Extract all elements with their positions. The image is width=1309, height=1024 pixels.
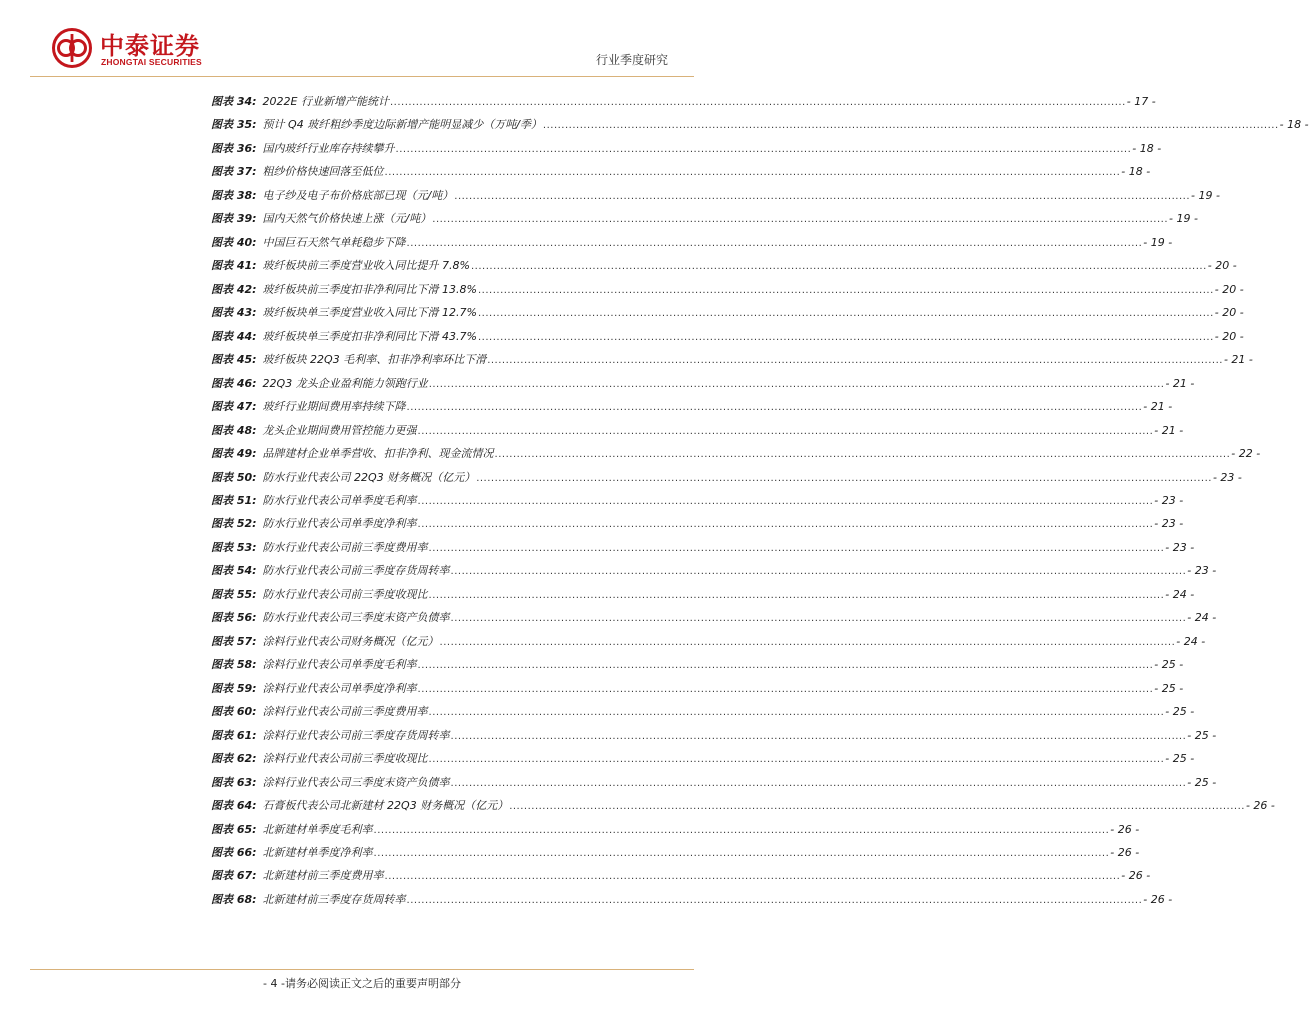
toc-entry[interactable] bbox=[211, 515, 1184, 538]
toc-figure-label: 图表 67: bbox=[211, 869, 257, 883]
toc-entry[interactable] bbox=[211, 445, 1261, 468]
toc-entry[interactable] bbox=[211, 257, 1237, 280]
toc-dot-leader: ........................................................................................................................................................................................................ bbox=[450, 777, 1187, 789]
toc-dot-leader: ........................................................................................................................................................................................................ bbox=[450, 613, 1187, 625]
toc-figure-title: 北新建材单季度毛利率 bbox=[262, 822, 373, 836]
toc-figure-title: 涂料行业代表公司财务概况（亿元） bbox=[262, 634, 439, 648]
toc-entry[interactable] bbox=[211, 281, 1244, 304]
disclaimer-notice: 请务必阅读正文之后的重要声明部分 bbox=[284, 977, 461, 990]
toc-page-number: - 26 - bbox=[1245, 799, 1275, 813]
toc-entry[interactable] bbox=[211, 187, 1220, 210]
toc-page-number: - 18 - bbox=[1279, 118, 1309, 132]
toc-page-number: - 23 - bbox=[1212, 470, 1242, 484]
toc-figure-title: 22Q3 龙头企业盈利能力领跑行业 bbox=[262, 376, 428, 390]
toc-page-number: - 24 - bbox=[1176, 634, 1206, 648]
toc-figure-title: 石膏板代表公司北新建材 22Q3 财务概况（亿元） bbox=[262, 799, 509, 813]
toc-figure-title: 国内玻纤行业库存持续攀升 bbox=[262, 141, 395, 155]
toc-page-number: - 17 - bbox=[1126, 95, 1156, 108]
brand-name-cn: 中泰证券 bbox=[100, 32, 200, 60]
toc-dot-leader: ........................................................................................................................................................................................................ bbox=[390, 97, 1126, 108]
toc-dot-leader: ........................................................................................................................................................................................................ bbox=[417, 660, 1154, 672]
toc-figure-label: 图表 46: bbox=[211, 376, 257, 390]
toc-entry[interactable] bbox=[211, 797, 1275, 820]
toc-figure-label: 图表 41: bbox=[211, 259, 257, 273]
toc-entry[interactable] bbox=[211, 891, 1173, 914]
toc-figure-title: 玻纤板块 22Q3 毛利率、扣非净利率环比下滑 bbox=[262, 353, 487, 367]
toc-figure-label: 图表 52: bbox=[211, 517, 257, 531]
toc-figure-label: 图表 59: bbox=[211, 681, 257, 695]
toc-entry[interactable] bbox=[211, 116, 1309, 139]
toc-dot-leader: ........................................................................................................................................................................................................ bbox=[428, 589, 1165, 601]
toc-page-number: - 20 - bbox=[1214, 306, 1244, 320]
toc-page-number: - 25 - bbox=[1154, 658, 1184, 672]
toc-dot-leader: ........................................................................................................................................................................................................ bbox=[476, 472, 1212, 484]
toc-entry[interactable] bbox=[211, 633, 1206, 656]
toc-dot-leader: ........................................................................................................................................................................................................ bbox=[406, 402, 1143, 414]
toc-figure-title: 涂料行业代表公司前三季度存货周转率 bbox=[262, 728, 450, 742]
toc-entry[interactable] bbox=[211, 727, 1217, 750]
toc-figure-title: 中国巨石天然气单耗稳步下降 bbox=[262, 235, 406, 249]
footer-divider bbox=[30, 969, 694, 970]
page-header bbox=[0, 0, 724, 80]
brand-name-en: ZHONGTAI SECURITIES bbox=[101, 57, 202, 67]
toc-entry[interactable] bbox=[211, 586, 1195, 609]
toc-dot-leader: ........................................................................................................................................................................................................ bbox=[428, 378, 1165, 390]
toc-page-number: - 22 - bbox=[1231, 447, 1261, 461]
toc-dot-leader: ........................................................................................................................................................................................................ bbox=[450, 566, 1187, 578]
toc-page-number: - 20 - bbox=[1214, 329, 1244, 343]
toc-figure-title: 玻纤板块前三季度营业收入同比提升 7.8% bbox=[262, 259, 470, 273]
header-divider bbox=[30, 76, 694, 77]
toc-figure-title: 防水行业代表公司单季度毛利率 bbox=[262, 493, 417, 507]
toc-entry[interactable] bbox=[211, 492, 1184, 515]
toc-figure-title: 玻纤板块单三季度扣非净利同比下滑 43.7% bbox=[262, 329, 477, 343]
toc-entry[interactable] bbox=[211, 422, 1184, 445]
toc-figure-label: 图表 56: bbox=[211, 611, 257, 625]
toc-entry[interactable] bbox=[211, 821, 1140, 844]
toc-dot-leader: ........................................................................................................................................................................................................ bbox=[406, 237, 1143, 249]
zhongtai-logo-icon bbox=[52, 28, 92, 68]
toc-page-number: - 26 - bbox=[1121, 869, 1151, 883]
toc-page-number: - 23 - bbox=[1165, 540, 1195, 554]
toc-entry[interactable] bbox=[211, 93, 1156, 116]
toc-figure-title: 防水行业代表公司前三季度费用率 bbox=[262, 540, 428, 554]
toc-page-number: - 23 - bbox=[1187, 564, 1217, 578]
toc-figure-title: 涂料行业代表公司前三季度收现比 bbox=[262, 752, 428, 766]
toc-page-number: - 21 - bbox=[1165, 376, 1195, 390]
toc-figure-title: 防水行业代表公司前三季度收现比 bbox=[262, 587, 428, 601]
toc-figure-title: 预计 Q4 玻纤粗纱季度边际新增产能明显减少（万吨/季） bbox=[262, 118, 542, 132]
toc-figure-title: 2022E 行业新增产能统计 bbox=[262, 95, 389, 108]
toc-dot-leader: ........................................................................................................................................................................................................ bbox=[428, 542, 1165, 554]
toc-dot-leader: ........................................................................................................................................................................................................ bbox=[428, 754, 1165, 766]
toc-dot-leader: ........................................................................................................................................................................................................ bbox=[417, 519, 1154, 531]
toc-entry[interactable] bbox=[211, 210, 1198, 233]
toc-figure-label: 图表 58: bbox=[211, 658, 257, 672]
toc-entry[interactable] bbox=[211, 680, 1184, 703]
toc-page-number: - 19 - bbox=[1143, 235, 1173, 249]
toc-dot-leader: ........................................................................................................................................................................................................ bbox=[494, 449, 1231, 461]
toc-page-number: - 24 - bbox=[1187, 611, 1217, 625]
toc-dot-leader: ........................................................................................................................................................................................................ bbox=[373, 848, 1110, 859]
toc-dot-leader: ........................................................................................................................................................................................................ bbox=[542, 120, 1279, 132]
toc-page-number: - 20 - bbox=[1207, 259, 1237, 273]
toc-page-number: - 23 - bbox=[1154, 493, 1184, 507]
toc-dot-leader: ........................................................................................................................................................................................................ bbox=[478, 308, 1214, 320]
toc-figure-label: 图表 42: bbox=[211, 282, 257, 296]
toc-entry[interactable] bbox=[211, 750, 1195, 773]
toc-entry[interactable] bbox=[211, 140, 1162, 163]
figure-index-list bbox=[211, 93, 1309, 914]
toc-figure-label: 图表 36: bbox=[211, 141, 257, 155]
toc-entry[interactable] bbox=[211, 469, 1242, 492]
toc-figure-title: 品牌建材企业单季营收、扣非净利、现金流情况 bbox=[262, 447, 494, 461]
toc-figure-label: 图表 62: bbox=[211, 752, 257, 766]
toc-figure-title: 国内天然气价格快速上涨（元/吨） bbox=[262, 212, 432, 226]
toc-entry[interactable] bbox=[211, 703, 1195, 726]
toc-entry[interactable] bbox=[211, 844, 1140, 867]
toc-dot-leader: ........................................................................................................................................................................................................ bbox=[395, 143, 1132, 155]
toc-page-number: - 18 - bbox=[1132, 141, 1162, 155]
toc-dot-leader: ........................................................................................................................................................................................................ bbox=[432, 214, 1169, 226]
toc-page-number: - 20 - bbox=[1214, 282, 1244, 296]
toc-dot-leader: ........................................................................................................................................................................................................ bbox=[454, 190, 1191, 202]
toc-figure-label: 图表 50: bbox=[211, 470, 257, 484]
toc-figure-label: 图表 49: bbox=[211, 447, 257, 461]
toc-figure-label: 图表 47: bbox=[211, 400, 257, 414]
toc-figure-label: 图表 35: bbox=[211, 118, 257, 132]
toc-figure-label: 图表 45: bbox=[211, 353, 257, 367]
toc-page-number: - 25 - bbox=[1187, 775, 1217, 789]
toc-dot-leader: ........................................................................................................................................................................................................ bbox=[428, 707, 1165, 719]
toc-figure-title: 粗纱价格快速回落至低位 bbox=[262, 165, 384, 179]
toc-entry[interactable] bbox=[211, 234, 1173, 257]
toc-entry[interactable] bbox=[211, 609, 1217, 632]
toc-page-number: - 18 - bbox=[1121, 165, 1151, 179]
toc-dot-leader: ........................................................................................................................................................................................................ bbox=[450, 730, 1187, 742]
toc-page-number: - 19 - bbox=[1169, 212, 1198, 226]
toc-figure-label: 图表 66: bbox=[211, 846, 257, 859]
toc-figure-title: 涂料行业代表公司单季度净利率 bbox=[262, 681, 417, 695]
report-type: 行业季度研究 bbox=[595, 53, 668, 67]
toc-figure-label: 图表 65: bbox=[211, 822, 257, 836]
toc-figure-title: 玻纤行业期间费用率持续下降 bbox=[262, 400, 406, 414]
toc-dot-leader: ........................................................................................................................................................................................................ bbox=[417, 425, 1154, 437]
toc-page-number: - 21 - bbox=[1223, 353, 1253, 367]
toc-entry[interactable] bbox=[211, 304, 1244, 327]
toc-dot-leader: ........................................................................................................................................................................................................ bbox=[471, 261, 1207, 273]
toc-figure-label: 图表 44: bbox=[211, 329, 257, 343]
toc-figure-title: 电子纱及电子布价格底部已现（元/吨） bbox=[262, 188, 454, 202]
toc-figure-title: 防水行业代表公司 22Q3 财务概况（亿元） bbox=[262, 470, 476, 484]
toc-page-number: - 24 - bbox=[1165, 587, 1195, 601]
toc-figure-label: 图表 61: bbox=[211, 728, 257, 742]
toc-figure-label: 图表 39: bbox=[211, 212, 257, 226]
toc-page-number: - 25 - bbox=[1165, 705, 1195, 719]
toc-page-number: - 23 - bbox=[1154, 517, 1184, 531]
toc-figure-title: 北新建材前三季度费用率 bbox=[262, 869, 384, 883]
toc-page-number: - 21 - bbox=[1154, 423, 1184, 437]
toc-entry[interactable] bbox=[211, 562, 1217, 585]
toc-figure-label: 图表 53: bbox=[211, 540, 257, 554]
toc-figure-label: 图表 60: bbox=[211, 705, 257, 719]
toc-page-number: - 25 - bbox=[1154, 681, 1184, 695]
toc-figure-title: 防水行业代表公司三季度末资产负债率 bbox=[262, 611, 450, 625]
page-footer bbox=[0, 975, 724, 991]
toc-dot-leader: ........................................................................................................................................................................................................ bbox=[406, 894, 1143, 906]
toc-dot-leader: ........................................................................................................................................................................................................ bbox=[384, 871, 1121, 883]
toc-figure-label: 图表 64: bbox=[211, 799, 257, 813]
toc-dot-leader: ........................................................................................................................................................................................................ bbox=[439, 636, 1176, 648]
toc-entry[interactable] bbox=[211, 867, 1151, 890]
toc-entry[interactable] bbox=[211, 398, 1173, 421]
toc-figure-label: 图表 54: bbox=[211, 564, 257, 578]
toc-figure-label: 图表 68: bbox=[211, 892, 257, 906]
toc-dot-leader: ........................................................................................................................................................................................................ bbox=[417, 683, 1154, 695]
toc-figure-title: 北新建材前三季度存货周转率 bbox=[262, 892, 406, 906]
toc-dot-leader: ........................................................................................................................................................................................................ bbox=[478, 331, 1214, 343]
toc-figure-title: 玻纤板块前三季度扣非净利同比下滑 13.8% bbox=[262, 282, 477, 296]
toc-figure-title: 涂料行业代表公司单季度毛利率 bbox=[262, 658, 417, 672]
toc-figure-title: 北新建材单季度净利率 bbox=[262, 846, 373, 859]
toc-dot-leader: ........................................................................................................................................................................................................ bbox=[487, 355, 1223, 367]
toc-figure-title: 玻纤板块单三季度营业收入同比下滑 12.7% bbox=[262, 306, 477, 320]
toc-entry[interactable] bbox=[211, 539, 1195, 562]
toc-figure-label: 图表 55: bbox=[211, 587, 257, 601]
toc-entry[interactable] bbox=[211, 774, 1217, 797]
toc-figure-title: 防水行业代表公司单季度净利率 bbox=[262, 517, 417, 531]
toc-figure-label: 图表 48: bbox=[211, 423, 257, 437]
toc-entry[interactable] bbox=[211, 351, 1253, 374]
toc-entry[interactable] bbox=[211, 328, 1244, 351]
toc-dot-leader: ........................................................................................................................................................................................................ bbox=[373, 824, 1110, 836]
toc-figure-title: 龙头企业期间费用管控能力更强 bbox=[262, 423, 417, 437]
toc-dot-leader: ........................................................................................................................................................................................................ bbox=[417, 495, 1154, 507]
toc-entry[interactable] bbox=[211, 163, 1151, 186]
toc-figure-label: 图表 34: bbox=[211, 95, 257, 108]
toc-dot-leader: ........................................................................................................................................................................................................ bbox=[384, 167, 1121, 179]
toc-dot-leader: ........................................................................................................................................................................................................ bbox=[509, 801, 1245, 813]
toc-figure-label: 图表 57: bbox=[211, 634, 257, 648]
toc-figure-title: 涂料行业代表公司前三季度费用率 bbox=[262, 705, 428, 719]
page-number: - 4 - bbox=[263, 977, 285, 990]
toc-figure-label: 图表 40: bbox=[211, 235, 257, 249]
toc-figure-label: 图表 37: bbox=[211, 165, 257, 179]
toc-page-number: - 26 - bbox=[1110, 822, 1140, 836]
toc-page-number: - 25 - bbox=[1187, 728, 1217, 742]
toc-figure-label: 图表 38: bbox=[211, 188, 257, 202]
brand-logo bbox=[52, 26, 228, 74]
toc-figure-label: 图表 43: bbox=[211, 306, 257, 320]
toc-entry[interactable] bbox=[211, 656, 1184, 679]
toc-page-number: - 26 - bbox=[1110, 846, 1140, 859]
toc-page-number: - 26 - bbox=[1143, 892, 1173, 906]
toc-figure-label: 图表 51: bbox=[211, 493, 257, 507]
toc-page-number: - 25 - bbox=[1165, 752, 1195, 766]
toc-page-number: - 19 - bbox=[1191, 188, 1220, 202]
toc-figure-label: 图表 63: bbox=[211, 775, 257, 789]
toc-entry[interactable] bbox=[211, 375, 1195, 398]
toc-dot-leader: ........................................................................................................................................................................................................ bbox=[478, 284, 1214, 296]
toc-page-number: - 21 - bbox=[1143, 400, 1173, 414]
toc-figure-title: 涂料行业代表公司三季度末资产负债率 bbox=[262, 775, 450, 789]
toc-figure-title: 防水行业代表公司前三季度存货周转率 bbox=[262, 564, 450, 578]
